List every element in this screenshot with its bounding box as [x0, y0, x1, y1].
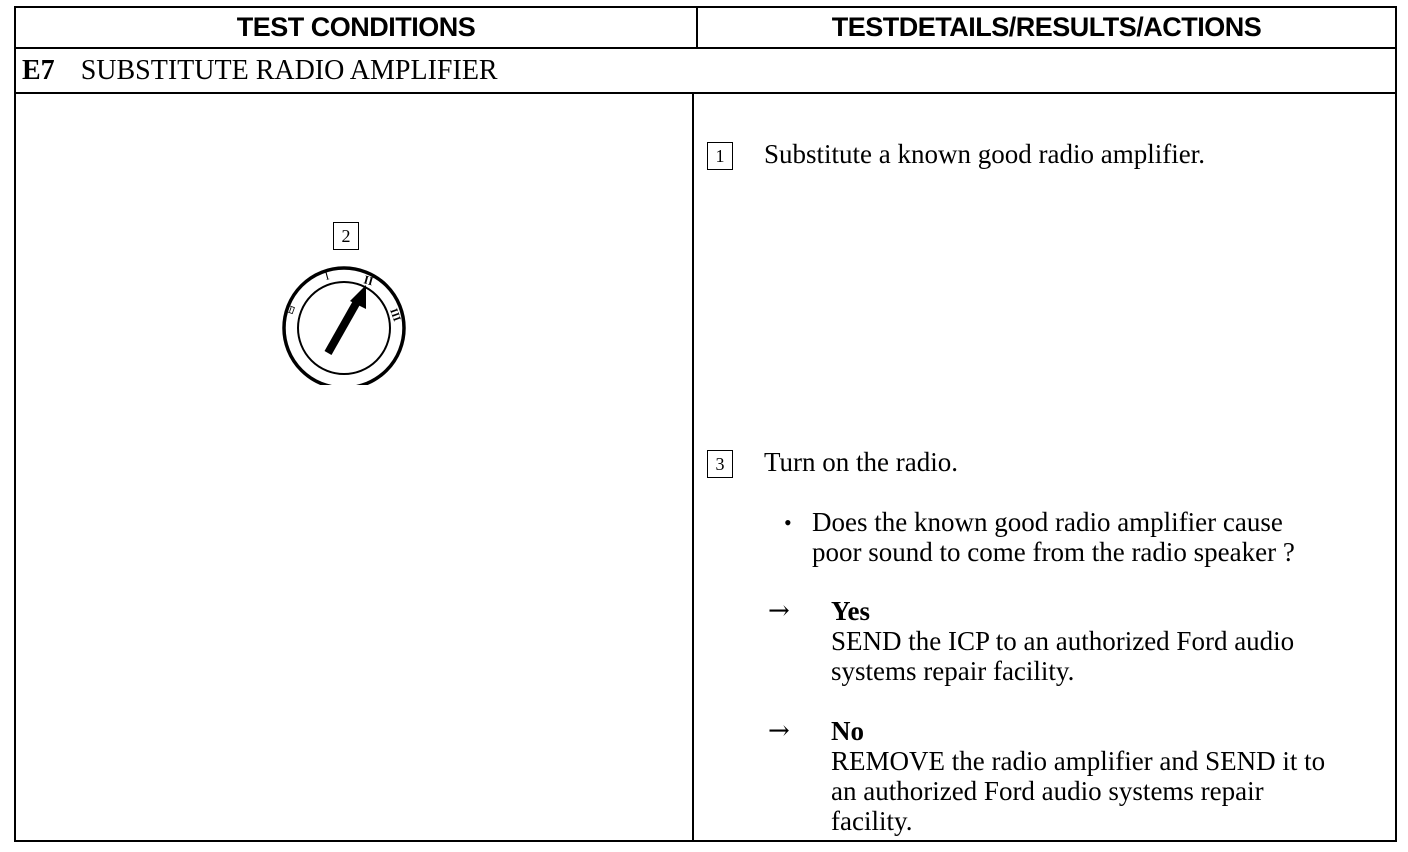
switch-mark-lock: ⊟ — [282, 302, 298, 317]
step-3-box: 3 — [707, 450, 733, 478]
header-divider — [14, 47, 1397, 49]
yes-arrow-icon: → — [768, 596, 790, 626]
header-test-details: TESTDETAILS/RESULTS/ACTIONS — [831, 11, 1262, 42]
section-code: E7 — [22, 55, 55, 86]
step-1-box: 1 — [707, 142, 733, 170]
header-test-conditions: TEST CONDITIONS — [236, 11, 476, 42]
question-line-2: poor sound to come from the radio speaker ? — [812, 537, 1295, 567]
switch-mark-3: III — [387, 306, 403, 324]
question-bullet: • — [784, 510, 792, 535]
yes-line-2: systems repair facility. — [831, 656, 1075, 686]
no-line-3: facility. — [831, 806, 913, 836]
step-2-box: 2 — [333, 222, 359, 250]
table-frame — [14, 6, 1397, 842]
section-title-text: SUBSTITUTE RADIO AMPLIFIER — [80, 55, 498, 86]
question-line-1: Does the known good radio amplifier cause — [812, 507, 1283, 537]
yes-line-1: SEND the ICP to an authorized Ford audio — [831, 626, 1295, 656]
no-line-1: REMOVE the radio amplifier and SEND it to — [831, 746, 1326, 776]
body-column-divider — [692, 93, 694, 842]
switch-mark-1: I — [323, 268, 331, 283]
switch-mark-2: II — [362, 272, 375, 289]
step-1-text: Substitute a known good radio amplifier. — [764, 139, 1205, 169]
switch-key-shaft — [328, 300, 358, 353]
no-line-2: an authorized Ford audio systems repair — [831, 776, 1264, 806]
step-3-text: Turn on the radio. — [764, 447, 958, 477]
section-divider — [14, 92, 1397, 94]
no-label: No — [831, 716, 864, 746]
section-title — [22, 55, 498, 87]
yes-label: Yes — [831, 596, 870, 626]
ignition-switch-icon — [278, 265, 410, 385]
no-arrow-icon: → — [768, 716, 790, 746]
